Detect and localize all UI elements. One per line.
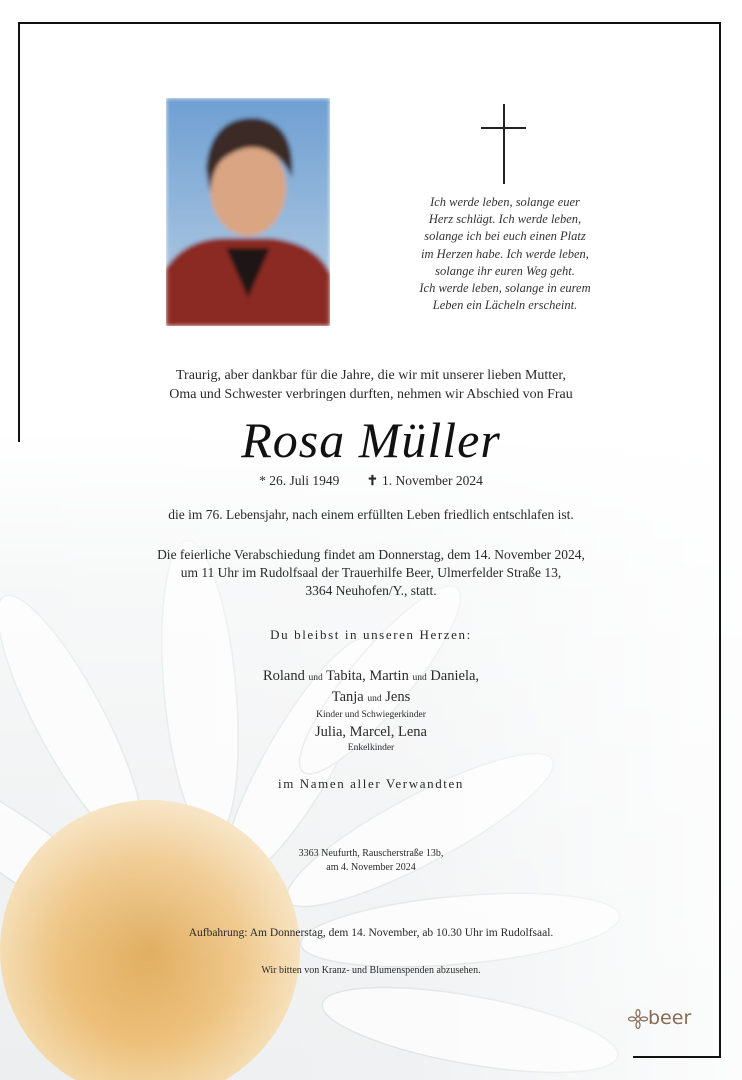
ceremony-line-2: um 11 Uhr im Rudolfsaal der Trauerhilfe Beer, Ulmerfelder Straße 13,	[180, 565, 562, 580]
poem	[385, 194, 625, 314]
intro-line-1: Traurig, aber dankbar für die Jahre, die wir mit unserer lieben Mutter,	[175, 368, 567, 383]
logo-text: beer	[648, 1007, 692, 1029]
daisy-background-image	[0, 430, 742, 1080]
poem-line: solange ich bei euch einen Platz	[424, 229, 586, 244]
place-and-date	[0, 847, 742, 875]
conjunction: und	[308, 673, 323, 683]
family-name: Tabita, Martin	[326, 668, 409, 684]
children-line-1	[0, 667, 742, 688]
poem-line: Leben ein Lächeln erscheint.	[432, 298, 578, 313]
place-line-1: 3363 Neufurth, Rauscherstraße 13b,	[298, 848, 444, 859]
family-name: Roland	[262, 668, 305, 684]
grandchildren-names: Julia, Marcel, Lena	[315, 724, 427, 740]
poem-line: Herz schlägt. Ich werde leben,	[428, 212, 582, 227]
intro-text	[0, 366, 742, 404]
heart-line: Du bleibst in unseren Herzen:	[270, 627, 472, 642]
relatives-line: im Namen aller Verwandten	[278, 776, 464, 791]
portrait-photo	[166, 98, 330, 326]
passing-text: die im 76. Lebensjahr, nach einem erfüllten Leben friedlich entschlafen ist.	[168, 507, 574, 522]
cross-icon-bar	[481, 127, 526, 129]
flower-icon	[628, 1008, 648, 1030]
family-name: Tanja	[331, 689, 364, 705]
family-children	[0, 667, 742, 721]
place-line-2: am 4. November 2024	[326, 862, 416, 873]
family-grandchildren	[0, 723, 742, 754]
death-date: 1. November 2024	[382, 473, 483, 488]
poem-line: solange ihr euren Weg geht.	[435, 263, 575, 278]
deceased-name: Rosa Müller	[241, 412, 501, 468]
frame-right-line	[719, 22, 721, 1058]
ceremony-line-3: 3364 Neuhofen/Y., statt.	[305, 583, 437, 598]
grandchildren-label: Enkelkinder	[347, 743, 395, 753]
conjunction: und	[367, 694, 382, 704]
ceremony-line-1: Die feierliche Verabschiedung findet am Donnerstag, dem 14. November 2024,	[157, 547, 585, 562]
cross-icon	[503, 104, 505, 184]
beer-logo	[628, 1007, 700, 1031]
birth-date: * 26. Juli 1949	[259, 473, 340, 488]
donation-request: Wir bitten von Kranz- und Blumenspenden abzusehen.	[261, 965, 481, 976]
death-cross-icon: ✝	[366, 473, 379, 488]
viewing-info: Aufbahrung: Am Donnerstag, dem 14. November, ab 10.30 Uhr im Rudolfsaal.	[188, 927, 554, 939]
intro-line-2: Oma und Schwester verbringen durften, nehmen wir Abschied von Frau	[169, 387, 573, 402]
frame-top-line	[18, 22, 721, 24]
ceremony-info	[0, 546, 742, 600]
conjunction: und	[412, 673, 427, 683]
poem-line: Ich werde leben, solange euer	[430, 195, 580, 209]
family-name: Jens	[385, 689, 411, 705]
family-name: Daniela,	[430, 668, 480, 684]
poem-line: im Herzen habe. Ich werde leben,	[421, 246, 589, 261]
poem-line: Ich werde leben, solange in eurem	[419, 281, 591, 296]
frame-bottom-line	[633, 1056, 721, 1058]
children-label: Kinder und Schwiegerkinder	[316, 710, 426, 720]
death-date-wrapper	[367, 473, 483, 489]
children-line-2	[0, 688, 742, 709]
life-dates	[0, 473, 742, 489]
